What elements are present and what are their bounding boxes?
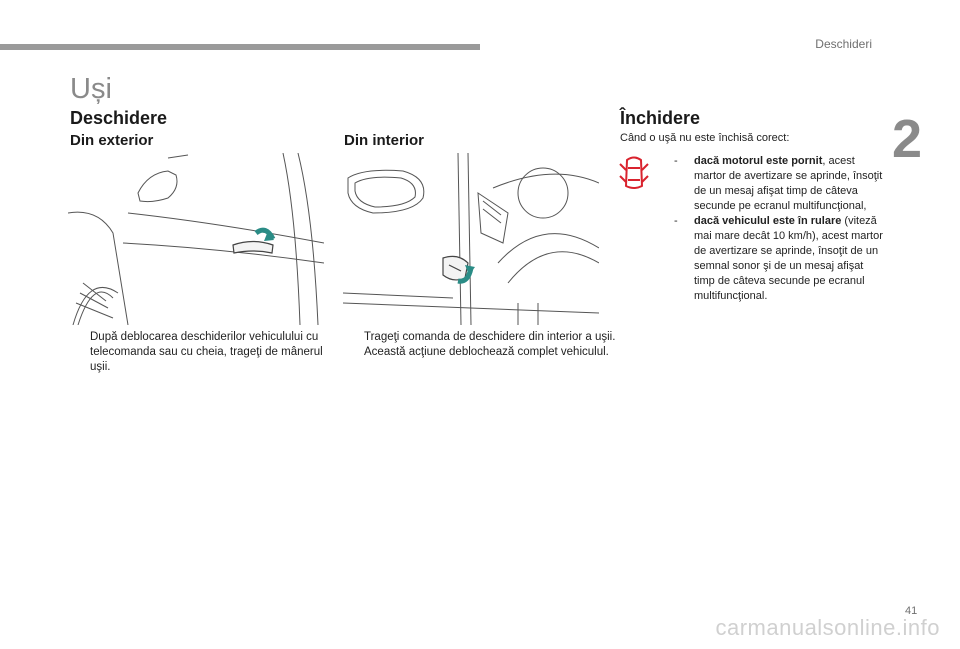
header-bar: [0, 44, 480, 50]
exterior-caption-text: După deblocarea deschiderilor vehiculului cu telecomanda sau cu cheia, trageţi de mânerul uşii.: [90, 331, 323, 373]
closing-warning-list: [674, 154, 884, 304]
interior-door-illustration: [343, 153, 599, 325]
exterior-caption: [70, 330, 340, 375]
list-item: - dacă vehiculul este în rulare (viteză mai mare decât 10 km/h), acest martor de avertizare se aprinde, însoţit de un semnal sonor şi de un mesaj afişat timp de câteva secunde pe ecranul multifuncţional.: [674, 215, 883, 302]
closing-title: Închidere: [620, 108, 701, 128]
interior-caption-text: Trageţi comanda de deschidere din interior a uşii. Această acţiune deblochează complet vehiculul.: [364, 331, 616, 358]
interior-caption: [344, 330, 622, 360]
chapter-number: 2: [892, 109, 923, 169]
watermark: carmanualsonline.info: [715, 615, 940, 640]
page-number: 41: [905, 605, 918, 617]
exterior-title: Din exterior: [70, 132, 154, 149]
list-item: - dacă motorul este pornit, acest martor de avertizare se aprinde, însoţit de un mesaj afişat timp de câteva secunde pe ecranul multifuncţional,: [674, 155, 883, 212]
page-title: Uși: [70, 73, 112, 105]
interior-title: Din interior: [344, 132, 425, 149]
exterior-door-illustration: [68, 153, 324, 325]
opening-title: Deschidere: [70, 108, 168, 128]
section-label: Deschideri: [815, 37, 872, 51]
door-open-warning-icon: [618, 154, 650, 192]
closing-intro: Când o uşă nu este închisă corect:: [620, 132, 790, 144]
